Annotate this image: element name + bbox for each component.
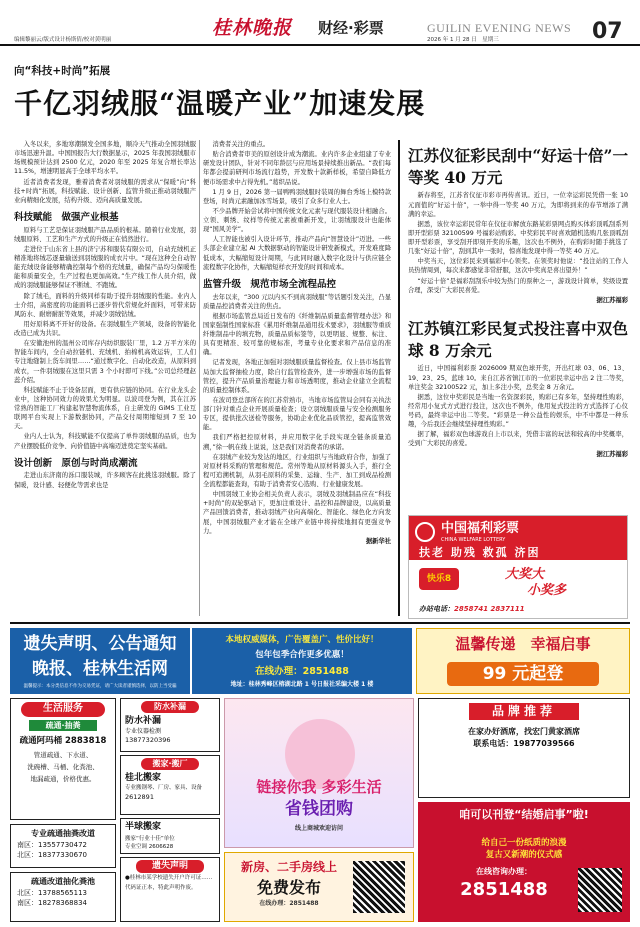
- ad-text: 代码证正本，特此声明作废。: [125, 885, 197, 892]
- sanmu-moving-ad: [120, 818, 220, 854]
- paragraph: 走进山东济南的泺口服装城，许多顾客在此挑选羽绒服。除了保暖，设计感、轻便化等需求也是: [14, 472, 196, 489]
- drain-service-ad-2: [10, 872, 116, 922]
- english-masthead: GUILIN EVENING NEWS: [427, 21, 572, 35]
- ad-phone: 专业空调 2606628: [125, 844, 174, 851]
- ad-title: 品牌推荐: [469, 703, 579, 720]
- paragraph: 据了解，福彩双色球游戏自上市以来，凭借丰富的玩法和较高的中奖概率，受到广大彩民的喜爱。: [408, 431, 628, 448]
- ad-line-1: 链接你我 多彩生活: [256, 778, 382, 796]
- ad-detail: 专业搬钢琴、厂房、家具、设备: [125, 784, 203, 791]
- paragraph: “好运十倍”是福彩刮刮乐中较为热门的票种之一，游戏设计简单，奖级设置合理，深受广大彩民喜爱。: [408, 277, 628, 294]
- ad-subtitle: 给自己一份纸质的浪漫: [481, 837, 567, 848]
- article-column-2: [203, 140, 391, 616]
- article-column-1: [14, 140, 196, 616]
- story-headline: 江苏仪征彩民刮中“好运十倍”一等奖 40 万元: [408, 146, 628, 187]
- ad-line: 北区：18377330670: [17, 850, 87, 859]
- promo-line-1: 大奖大: [505, 567, 545, 582]
- paragraph: 消费者关注的重点。: [212, 141, 270, 148]
- welfare-lottery-ad: [408, 515, 628, 619]
- group-buy-ad: [224, 698, 414, 848]
- paragraph: 1 月 9 日，2026 第一届鸭鸭羽绒服时装周的舞台秀场上模特款登场，时尚元素融加冰雪场景，吸引了众多行业人士。: [203, 188, 391, 205]
- ad-line-2: 省钱团购: [285, 799, 353, 819]
- ad-subtitle: 疏通·抽粪: [29, 720, 97, 732]
- ad-subtitle-2: 复古又新潮的仪式感: [485, 850, 563, 861]
- paragraph: 入冬以来，多地寒潮频发全国多地，顺冷天气推动全国羽绒服市场迅速升温。中国国报告大行数据显示，2025 年我国羽绒服市场规模预计达到 2500 亿元，2020 年至 2025 年复合增长率达 11.5%，增速明显高于全球平均水平。: [14, 141, 196, 176]
- story-source: 据江苏福彩: [596, 296, 628, 304]
- brand-recommend-ad: [418, 698, 630, 798]
- paragraph: 贴合消费者审美的原创设计成为潮流。业内许多企业组建了专业研发设计团队，针对不同年龄层与应用场景持续推出新品。“我们每年都会提前研判市场流行趋势，开发数十款新样板，希望自降低方便市场需求中占得先机。”葛织品说。: [203, 151, 391, 186]
- paragraph: 据悉，该位幸运彩民常年在仪征市解放东路某彩票网点购买体彩顶呱刮系列即开型彩票 32100599 号福彩站购彩。中奖彩民平时喜欢随机选购几张顶呱刮即开型彩票，享受刮开即刻开奖的乐趣，这次也不例外，在购彩时随手挑选了几张“好运十倍”，刮到其中一张时，惊喜地发现中得一等奖 40 万元。: [408, 220, 628, 256]
- ad-line-3: 线上商城欢迎访问: [294, 825, 343, 832]
- article-headline: 千亿羽绒服“温暖产业”加速发展: [14, 87, 426, 120]
- paragraph: 中国羽绒工业协会相关负责人表示，羽绒及羽绒制品应在“科技+时尚”的双轮驱动下，更加注重设计、品控和品牌建设，以高质量产品回馈消费者，推动羽绒产业向高端化、智能化、绿色化方向发展，中国羽绒服产业才能在全球产业链中将持续地拥有更强竞争力。: [203, 491, 391, 535]
- lottery-banner: [409, 516, 627, 560]
- ad-line-2: 包年包季合作更多优惠！: [255, 650, 349, 661]
- ad-line-4: 地址：桂林秀峰区榕湖北路 1 号日报社采编大楼 1 楼: [230, 681, 374, 689]
- ad-line-3: 在线办理：2851488: [255, 665, 349, 677]
- ad-line: 南区：18278368834: [17, 898, 87, 907]
- paragraph: 新春将至，江苏省仪征市彩市再传喜讯。近日，一位幸运彩民凭借一张 10 元面值的“好运十倍”，一举中得一等奖 40 万元，为即将到来的春节增添了满满的幸运。: [408, 192, 628, 218]
- ad-detail: 搬家“行业十佳”单位: [125, 836, 175, 843]
- secondhand-house-ad: [224, 852, 414, 922]
- page-number: 07: [592, 19, 623, 44]
- story-source: 据江苏福彩: [596, 450, 628, 458]
- editor-credits: 编辑黎丽云/版式设计杨斯倩/校对黄明丽: [14, 37, 112, 43]
- qr-code-icon: [353, 861, 405, 913]
- ad-line-1: 遗失声明、公告通知: [23, 634, 177, 654]
- ad-item: 防水补漏: [125, 715, 162, 726]
- ad-title: 专业疏通抽粪改道: [31, 829, 95, 838]
- paragraph: 去年以来，“300 元以内买不到真羽绒服”等话题引发关注，凸显质量品控消费者关注的焦点。: [203, 293, 391, 310]
- paragraph: 除了绒毛，面料的升级同样有助于提升羽绒服的性能。业内人士介绍，高密度的功能面料已逐步替代常规化纤面料，可带来防风防水、耐磨耐脏等效果，并减少羽绒钻绒。: [14, 292, 196, 318]
- ad-phone: 2851488: [460, 879, 548, 901]
- column-divider: [199, 140, 200, 616]
- advertising-service-ad: [192, 628, 412, 694]
- wedding-announcement-ad: [418, 802, 630, 922]
- ad-line: 联系电话：19877039566: [473, 738, 575, 748]
- ad-desc-line: 洗碗槽、马桶、化粪池、: [27, 763, 99, 772]
- newspaper-logo: 桂林晚报: [212, 17, 293, 39]
- paragraph: 在波司登总部所在的江苏常熟市，当地市场监管局会同有关执法部门针对重点企业开展质量检查；设立羽绒服质量与安全检测服务专区，提供批次送检等服务，协助企业优化品质管控，提高监管效能。: [203, 396, 391, 432]
- ad-title: 搬家·搬厂: [141, 758, 199, 770]
- paragraph: 业内人士认为，科技赋能不仅提高了单件羽绒服的品质，也为产业摆脱低价竞争、向价值链中高端迈进奠定坚实基础。: [14, 433, 196, 450]
- paragraph: 用好原料离不开好的设备。在羽绒服生产领域，设备的智能化改造已成为共识。: [14, 320, 196, 338]
- page-header: [0, 0, 640, 46]
- ad-item: 半球搬家: [125, 822, 162, 832]
- qr-code-icon: [578, 868, 622, 912]
- paragraph: 在安徽池州的温州公司库存内纺织服装厂里，1.2 万平方米的智能车间内，全自动拉链机、充绒机、拍棉机高效运转，工人们专注地缝制上货车间里……“通过数字化、自动化改造，从原料到成衣，一件羽绒服在这里只需 3 个小时即可下线。”公司总经理赵蕊介绍。: [14, 340, 196, 384]
- ad-divider: [10, 622, 630, 624]
- lottery-name: 中国福利彩票: [441, 521, 520, 536]
- article-kicker: 向“科技+时尚”拓展: [14, 65, 111, 77]
- paragraph: 近者消费者发现，雅着消费者对羽绒服的需求从“保暖”向“科技+时尚”拓展，科技赋能、设计创新、监管升级正推动羽绒服产业向精细化发展，结构升级、迈向高质量发展。: [14, 178, 196, 204]
- ad-text: ●桂林市某学校遗失开户许可证……: [125, 875, 213, 882]
- paragraph: 根据市场监管总局近日发布的《纤维制品质量监督管理办法》和国家强制性国家标准《累用纤维制品通用技术要求》，羽绒服等重质纤维制品中的填充物，质量品质标签等，以更明显、规整、标注、具有更精准、较可靠的规标准，考量专业化要求和产品信息的准确。: [203, 312, 391, 357]
- column-divider: [398, 140, 400, 616]
- issue-date: 2026 年 1 月 28 日 星期三: [427, 37, 499, 43]
- subheading: 监管升级 规范市场全流程品控: [203, 278, 337, 290]
- drain-service-ad: [10, 824, 116, 868]
- ad-title: 防水补漏: [141, 701, 199, 713]
- paragraph: 原料与工艺是保证羽绒服产品品质的根基。随着行业发展，羽绒服原料、工艺和生产方式的升级正在悄然进行。: [14, 226, 196, 243]
- waterproof-ad: [120, 698, 220, 752]
- phone-number: 2858741 2837111: [454, 605, 525, 613]
- ad-description: [11, 750, 115, 785]
- lottery-story-1: [408, 145, 628, 313]
- ad-title: 遗失声明: [136, 860, 204, 873]
- wedding-notice-ad: [416, 628, 630, 694]
- paragraph: 不少品牌开始尝试将中国传统文化元素与现代服装设计相融合。立领、刺绣、纹样等传统元素被重新开发，让羽绒服设计也能体现“国风美学”。: [203, 207, 391, 234]
- ad-line: 南区：13557730472: [17, 840, 87, 849]
- ad-item: 桂北搬家: [125, 772, 162, 783]
- lottery-slogan: 扶老 助残 救孤 济困: [419, 546, 541, 559]
- ad-line: 北区：13788565113: [17, 888, 87, 897]
- ad-line-3: 在线办理：2851488: [259, 899, 319, 907]
- paragraph: 走进位于山东省上县的济宁苏和服装有限公司，自动充绒机正精准地将绒芯逐量输送到羽绒服的成衣片中。“现在这种全自动智能充绒设备能够精确控制每个格的充绒量，确保产品均匀保暖性能和质量安全，生产过程也更加高效。”生产线工作人员介绍，做成的羽绒服能够保证不断绒、不跑绒。: [14, 245, 196, 290]
- article-source: 据新华社: [365, 537, 391, 545]
- phone-label: 办站电话：: [419, 605, 454, 613]
- ad-line-1: 温馨传递 幸福启事: [455, 635, 591, 653]
- paragraph: 记者发现，各地正加强对羽绒服质量监督检查。仅上县市场监管局加大监督抽检力度，除自行监管检查外，进一步增强市场的监督管控，提升产品质量治理能力和市场透明度，推动企业建立全流程的质量控制体系。: [203, 359, 391, 394]
- kuaile8-badge: 快乐8: [419, 568, 459, 590]
- lottery-story-2: [408, 318, 628, 512]
- ad-line-1: 本地权威媒体，广告覆盖广、性价比好！: [225, 635, 379, 645]
- ad-title: 生活服务: [21, 702, 105, 717]
- subheading: 设计创新 原创与时尚成潮流: [14, 457, 138, 469]
- ad-line-2: 99 元起登: [447, 662, 599, 687]
- ad-title: 咱可以刊登“结婚启事”啦!: [459, 808, 589, 821]
- section-title: 财经·彩票: [318, 19, 384, 37]
- ad-phone-label: 在线咨询办理：: [476, 866, 532, 876]
- promo-line-2: 小奖多: [527, 583, 567, 598]
- ad-line-1: 新房、二手房线上: [240, 860, 337, 874]
- subheading: 科技赋能 做强产业根基: [14, 211, 119, 223]
- paragraph: 在羽绒产业较为发达的地区，行业组织与当地政府合作，加强了对原材料采购的管理和规范。常州等地从原材料源头入手，推行全程可追溯机制，从羽毛原料的采集、运输、生产、加工到成品检测全流程都能查询，有助于消费者安心选购、行业健康发展。: [203, 453, 391, 489]
- paragraph: 科技赋能不止于设备层面，更有供应链的协同。在行业龙头企业中，这种协同效力的效果尤为明显。以波司登为例，其在江苏常熟的智能工厂构建起智慧物流体系，自主研发的 GiMS 工业互联网平台实现上下游数据协同，产品交付周期缩短到 7 至 10 天。: [14, 386, 196, 431]
- ad-desc-line: 地漏疏通，价格优惠。: [30, 774, 96, 783]
- lost-notice-ad: [120, 857, 220, 922]
- lottery-english: CHINA WELFARE LOTTERY: [441, 537, 506, 543]
- ad-title: 疏通改道抽化粪池: [31, 877, 95, 886]
- paragraph: 近日，中国福利彩票 2026009 期双色球开奖，开出红球 03、06、13、19、23、25，蓝球 10。来自江苏省镇江市的一位彩民幸运中出 2 注二等奖，单注奖金 32100522 元，加上多注小奖，总奖金 8 万余元。: [408, 365, 628, 391]
- story-headline: 江苏镇江彩民复式投注喜中双色球 8 万余元: [408, 319, 628, 360]
- paragraph: 人工智能也被引入设计环节，推动产品向“智慧设计”迈进。一些头部企业建立起 AI 大数据驱动的智能设计研发新模式，开发难度降低成本，大幅缩短设计周期，与此同时融入数字化设计与供应链全流程数字化协作，大幅缩短样衣开发的时间和成本。: [203, 236, 391, 271]
- ad-detail: 专业仪器检测: [125, 727, 162, 735]
- paragraph: 据悉，这位中奖彩民是当地一名资深彩民，购彩已有多年，坚持理性购彩，经常用小复式方式进行投注，这次也不例外，他用复式投注的方式选择了心仪号码，最终幸运中出二等奖。“彩票是一种公益性的娱乐，中不中都是一种乐趣，今后我还会继续坚持理性购彩。”: [408, 393, 628, 429]
- ad-phone: 2612891: [125, 792, 154, 801]
- paragraph: 中奖当天，这位彩民来到福彩中心领奖。在领奖时他说：“投注站的工作人员热情周到，每次来都感觉非常舒服，这次中奖真是喜出望外！”: [408, 258, 628, 275]
- moving-ad: [120, 755, 220, 815]
- ad-phone: 13877320396: [125, 736, 171, 745]
- ad-desc-line: 管道疏通、下水道、: [33, 751, 93, 760]
- paragraph: 我们严格把控原材料，并应用数字化手段实现全链条质量追溯，”徐一帆在线上说说，这是我们对消费者的承诺。: [203, 434, 391, 451]
- life-service-ad: [10, 698, 116, 820]
- lottery-logo-icon: [415, 522, 435, 542]
- ad-note: 温馨提示：本分类信息不作为交易凭证，请广大读者谨慎选择，以防上当受骗: [23, 684, 177, 690]
- ad-line-2: 免费发布: [256, 878, 321, 898]
- ad-line: 在家办好酒席，找宏门黄家酒席: [468, 727, 580, 737]
- classified-ad: [10, 628, 190, 694]
- ad-line-2: 晚报、桂林生活网: [32, 658, 168, 679]
- ad-item: 疏通阿玛桶 2883818: [19, 736, 107, 747]
